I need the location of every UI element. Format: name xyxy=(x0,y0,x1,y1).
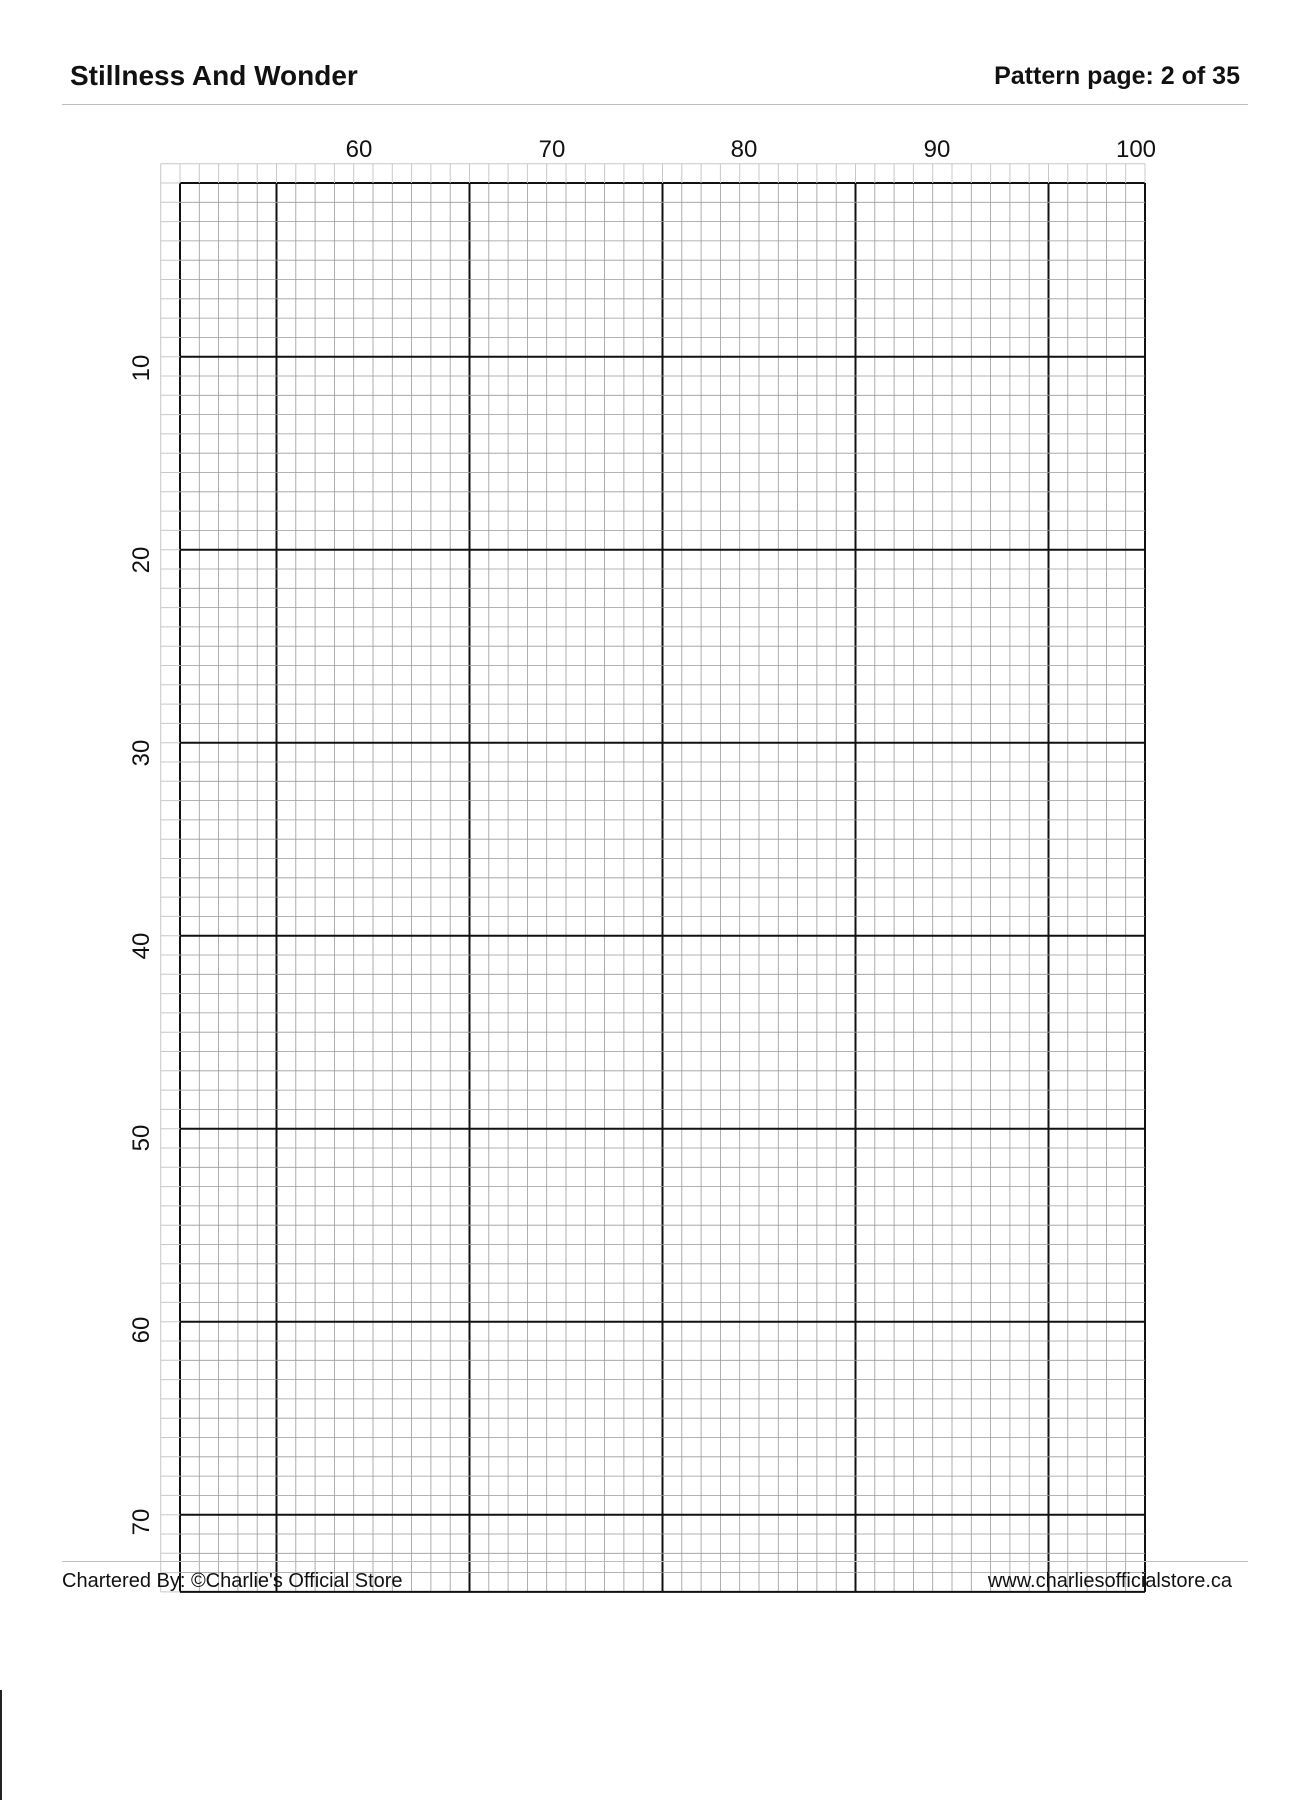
footer-website[interactable]: www.charliesofficialstore.ca xyxy=(987,1570,1232,1592)
row-label: 30 xyxy=(128,739,155,767)
footer-credit: Chartered By: ©Charlie's Official Store xyxy=(62,1570,403,1592)
column-label: 60 xyxy=(345,136,373,163)
row-label: 40 xyxy=(128,932,155,960)
row-label: 10 xyxy=(128,354,155,382)
footer-divider xyxy=(62,1561,1248,1562)
page-number: Pattern page: 2 of 35 xyxy=(994,62,1240,90)
row-label: 50 xyxy=(128,1124,155,1152)
column-label: 80 xyxy=(730,136,758,163)
scan-edge-line xyxy=(0,1690,2,1800)
row-label: 60 xyxy=(128,1316,155,1344)
page-title: Stillness And Wonder xyxy=(70,60,358,91)
row-label: 20 xyxy=(128,546,155,574)
column-label: 90 xyxy=(923,136,951,163)
column-label: 100 xyxy=(1115,136,1157,163)
column-label: 70 xyxy=(538,136,566,163)
row-label: 70 xyxy=(128,1508,155,1536)
